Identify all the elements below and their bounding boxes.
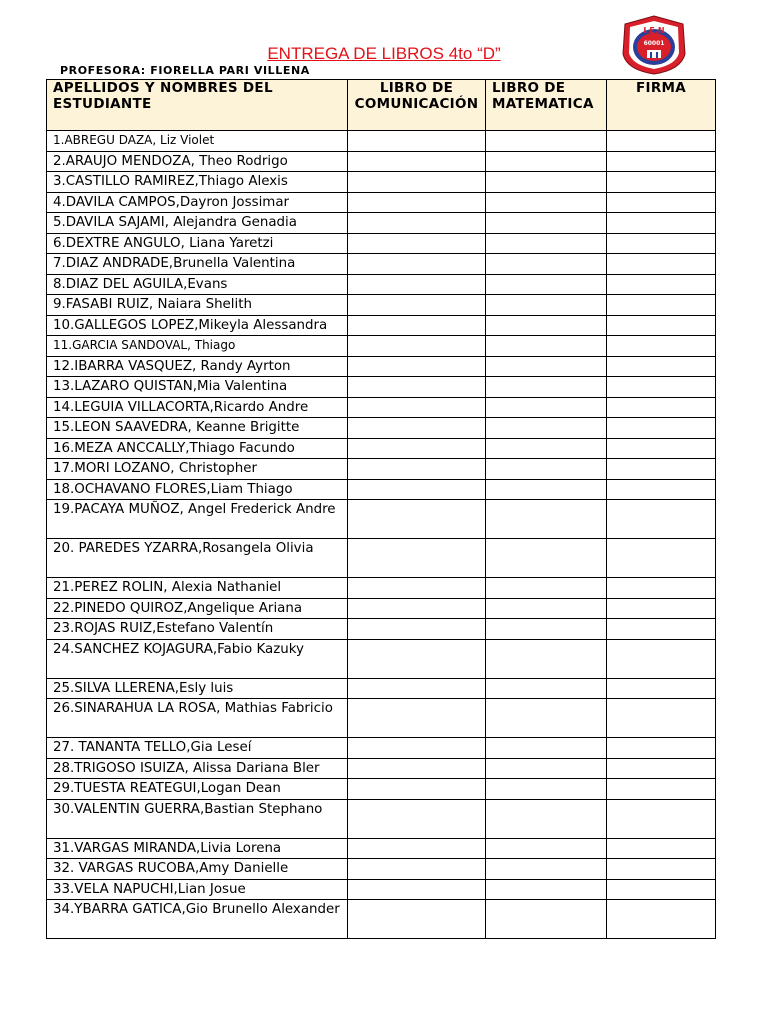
communication-book-cell[interactable]	[348, 213, 486, 234]
signature-cell[interactable]	[607, 879, 716, 900]
math-book-cell[interactable]	[486, 295, 607, 316]
communication-book-cell[interactable]	[348, 619, 486, 640]
header-name: APELLIDOS Y NOMBRES DEL ESTUDIANTE	[47, 80, 348, 131]
signature-cell[interactable]	[607, 598, 716, 619]
signature-cell[interactable]	[607, 479, 716, 500]
math-book-cell[interactable]	[486, 598, 607, 619]
communication-book-cell[interactable]	[348, 397, 486, 418]
math-book-cell[interactable]	[486, 838, 607, 859]
student-name: 13.LAZARO QUISTAN,Mia Valentina	[47, 377, 348, 398]
signature-cell[interactable]	[607, 578, 716, 599]
math-book-cell[interactable]	[486, 678, 607, 699]
signature-cell[interactable]	[607, 639, 716, 678]
table-row	[47, 500, 716, 539]
signature-cell[interactable]	[607, 619, 716, 640]
math-book-cell[interactable]	[486, 859, 607, 880]
communication-book-cell[interactable]	[348, 678, 486, 699]
signature-cell[interactable]	[607, 799, 716, 838]
table-row	[47, 397, 716, 418]
table-row	[47, 539, 716, 578]
signature-cell[interactable]	[607, 859, 716, 880]
communication-book-cell[interactable]	[348, 377, 486, 398]
table-row	[47, 295, 716, 316]
table-row	[47, 900, 716, 939]
table-row	[47, 336, 716, 357]
student-name: 4.DAVILA CAMPOS,Dayron Jossimar	[47, 192, 348, 213]
header-communication-book: LIBRO DE COMUNICACIÓN	[348, 80, 486, 131]
communication-book-cell[interactable]	[348, 295, 486, 316]
signature-cell[interactable]	[607, 377, 716, 398]
math-book-cell[interactable]	[486, 397, 607, 418]
student-name: 18.OCHAVANO FLORES,Liam Thiago	[47, 479, 348, 500]
signature-cell[interactable]	[607, 233, 716, 254]
math-book-cell[interactable]	[486, 500, 607, 539]
signature-cell[interactable]	[607, 336, 716, 357]
table-row	[47, 172, 716, 193]
signature-cell[interactable]	[607, 192, 716, 213]
signature-cell[interactable]	[607, 438, 716, 459]
table-row	[47, 315, 716, 336]
communication-book-cell[interactable]	[348, 639, 486, 678]
math-book-cell[interactable]	[486, 539, 607, 578]
math-book-cell[interactable]	[486, 639, 607, 678]
signature-cell[interactable]	[607, 539, 716, 578]
student-name: 9.FASABI RUIZ, Naiara Shelith	[47, 295, 348, 316]
signature-cell[interactable]	[607, 131, 716, 152]
header-math-book: LIBRO DE MATEMATICA	[486, 80, 607, 131]
math-book-cell[interactable]	[486, 213, 607, 234]
student-name: 32. VARGAS RUCOBA,Amy Danielle	[47, 859, 348, 880]
signature-cell[interactable]	[607, 838, 716, 859]
student-name: 31.VARGAS MIRANDA,Livia Lorena	[47, 838, 348, 859]
communication-book-cell[interactable]	[348, 315, 486, 336]
communication-book-cell[interactable]	[348, 274, 486, 295]
signature-cell[interactable]	[607, 295, 716, 316]
table-row	[47, 192, 716, 213]
communication-book-cell[interactable]	[348, 738, 486, 759]
student-name: 1.ABREGU DAZA, Liz Violet	[47, 131, 348, 152]
signature-cell[interactable]	[607, 758, 716, 779]
table-row	[47, 578, 716, 599]
communication-book-cell[interactable]	[348, 151, 486, 172]
table-row	[47, 418, 716, 439]
signature-cell[interactable]	[607, 738, 716, 759]
student-name: 27. TANANTA TELLO,Gia Leseí	[47, 738, 348, 759]
table-row	[47, 678, 716, 699]
communication-book-cell[interactable]	[348, 438, 486, 459]
table-row	[47, 639, 716, 678]
table-row	[47, 879, 716, 900]
student-name: 6.DEXTRE ANGULO, Liana Yaretzi	[47, 233, 348, 254]
student-name: 21.PEREZ ROLIN, Alexia Nathaniel	[47, 578, 348, 599]
math-book-cell[interactable]	[486, 459, 607, 480]
math-book-cell[interactable]	[486, 254, 607, 275]
communication-book-cell[interactable]	[348, 598, 486, 619]
signature-cell[interactable]	[607, 678, 716, 699]
math-book-cell[interactable]	[486, 699, 607, 738]
math-book-cell[interactable]	[486, 233, 607, 254]
communication-book-cell[interactable]	[348, 356, 486, 377]
communication-book-cell[interactable]	[348, 539, 486, 578]
signature-cell[interactable]	[607, 151, 716, 172]
student-name: 8.DIAZ DEL AGUILA,Evans	[47, 274, 348, 295]
table-row	[47, 438, 716, 459]
table-row	[47, 274, 716, 295]
signature-cell[interactable]	[607, 172, 716, 193]
signature-cell[interactable]	[607, 356, 716, 377]
seal-text: I.E.N	[643, 26, 665, 35]
signature-cell[interactable]	[607, 315, 716, 336]
signature-cell[interactable]	[607, 397, 716, 418]
communication-book-cell[interactable]	[348, 254, 486, 275]
book-delivery-table	[46, 79, 716, 939]
student-name: 25.SILVA LLERENA,Esly luis	[47, 678, 348, 699]
student-name: 30.VALENTIN GUERRA,Bastian Stephano	[47, 799, 348, 838]
student-name: 33.VELA NAPUCHI,Lian Josue	[47, 879, 348, 900]
table-row	[47, 758, 716, 779]
table-row	[47, 254, 716, 275]
math-book-cell[interactable]	[486, 274, 607, 295]
table-row	[47, 356, 716, 377]
math-book-cell[interactable]	[486, 192, 607, 213]
signature-cell[interactable]	[607, 500, 716, 539]
math-book-cell[interactable]	[486, 336, 607, 357]
student-name: 28.TRIGOSO ISUIZA, Alissa Dariana Bler	[47, 758, 348, 779]
math-book-cell[interactable]	[486, 900, 607, 939]
student-name: 22.PINEDO QUIROZ,Angelique Ariana	[47, 598, 348, 619]
page-title: ENTREGA DE LIBROS 4to “D”	[267, 44, 501, 63]
table-row	[47, 131, 716, 152]
student-name: 20. PAREDES YZARRA,Rosangela Olivia	[47, 539, 348, 578]
table-row	[47, 619, 716, 640]
table-row	[47, 479, 716, 500]
seal-number: 60001	[643, 40, 665, 47]
signature-cell[interactable]	[607, 900, 716, 939]
math-book-cell[interactable]	[486, 779, 607, 800]
math-book-cell[interactable]	[486, 315, 607, 336]
math-book-cell[interactable]	[486, 758, 607, 779]
student-name: 5.DAVILA SAJAMI, Alejandra Genadia	[47, 213, 348, 234]
communication-book-cell[interactable]	[348, 192, 486, 213]
communication-book-cell[interactable]	[348, 459, 486, 480]
communication-book-cell[interactable]	[348, 900, 486, 939]
communication-book-cell[interactable]	[348, 500, 486, 539]
math-book-cell[interactable]	[486, 479, 607, 500]
math-book-cell[interactable]	[486, 131, 607, 152]
math-book-cell[interactable]	[486, 172, 607, 193]
communication-book-cell[interactable]	[348, 336, 486, 357]
student-name: 17.MORI LOZANO, Christopher	[47, 459, 348, 480]
signature-cell[interactable]	[607, 418, 716, 439]
school-seal-logo	[621, 14, 687, 76]
table-row	[47, 859, 716, 880]
communication-book-cell[interactable]	[348, 699, 486, 738]
math-book-cell[interactable]	[486, 438, 607, 459]
student-name: 19.PACAYA MUÑOZ, Angel Frederick Andre	[47, 500, 348, 539]
signature-cell[interactable]	[607, 459, 716, 480]
table-row	[47, 233, 716, 254]
table-row	[47, 598, 716, 619]
communication-book-cell[interactable]	[348, 479, 486, 500]
communication-book-cell[interactable]	[348, 758, 486, 779]
teacher-name: PROFESORA: FIORELLA PARI VILLENA	[60, 64, 310, 77]
math-book-cell[interactable]	[486, 879, 607, 900]
communication-book-cell[interactable]	[348, 779, 486, 800]
communication-book-cell[interactable]	[348, 799, 486, 838]
table-row	[47, 377, 716, 398]
student-name: 24.SANCHEZ KOJAGURA,Fabio Kazuky	[47, 639, 348, 678]
table-row	[47, 213, 716, 234]
math-book-cell[interactable]	[486, 377, 607, 398]
communication-book-cell[interactable]	[348, 131, 486, 152]
table-row	[47, 151, 716, 172]
math-book-cell[interactable]	[486, 578, 607, 599]
student-name: 26.SINARAHUA LA ROSA, Mathias Fabricio	[47, 699, 348, 738]
communication-book-cell[interactable]	[348, 838, 486, 859]
student-name: 14.LEGUIA VILLACORTA,Ricardo Andre	[47, 397, 348, 418]
student-name: 3.CASTILLO RAMIREZ,Thiago Alexis	[47, 172, 348, 193]
math-book-cell[interactable]	[486, 356, 607, 377]
communication-book-cell[interactable]	[348, 233, 486, 254]
math-book-cell[interactable]	[486, 151, 607, 172]
communication-book-cell[interactable]	[348, 879, 486, 900]
math-book-cell[interactable]	[486, 418, 607, 439]
header-row	[47, 80, 716, 131]
student-name: 12.IBARRA VASQUEZ, Randy Ayrton	[47, 356, 348, 377]
student-name: 29.TUESTA REATEGUI,Logan Dean	[47, 779, 348, 800]
table-row	[47, 699, 716, 738]
communication-book-cell[interactable]	[348, 172, 486, 193]
table-row	[47, 738, 716, 759]
table-row	[47, 799, 716, 838]
signature-cell[interactable]	[607, 274, 716, 295]
student-name: 10.GALLEGOS LOPEZ,Mikeyla Alessandra	[47, 315, 348, 336]
signature-cell[interactable]	[607, 254, 716, 275]
student-name: 23.ROJAS RUIZ,Estefano Valentín	[47, 619, 348, 640]
student-name: 7.DIAZ ANDRADE,Brunella Valentina	[47, 254, 348, 275]
table-row	[47, 459, 716, 480]
communication-book-cell[interactable]	[348, 859, 486, 880]
student-name: 2.ARAUJO MENDOZA, Theo Rodrigo	[47, 151, 348, 172]
math-book-cell[interactable]	[486, 799, 607, 838]
student-name: 15.LEON SAAVEDRA, Keanne Brigitte	[47, 418, 348, 439]
student-name: 16.MEZA ANCCALLY,Thiago Facundo	[47, 438, 348, 459]
student-name: 34.YBARRA GATICA,Gio Brunello Alexander	[47, 900, 348, 939]
table-row	[47, 838, 716, 859]
table-row	[47, 779, 716, 800]
communication-book-cell[interactable]	[348, 578, 486, 599]
signature-cell[interactable]	[607, 699, 716, 738]
communication-book-cell[interactable]	[348, 418, 486, 439]
header-signature: FIRMA	[607, 80, 716, 131]
signature-cell[interactable]	[607, 779, 716, 800]
math-book-cell[interactable]	[486, 619, 607, 640]
student-name: 11.GARCIA SANDOVAL, Thiago	[47, 336, 348, 357]
math-book-cell[interactable]	[486, 738, 607, 759]
signature-cell[interactable]	[607, 213, 716, 234]
